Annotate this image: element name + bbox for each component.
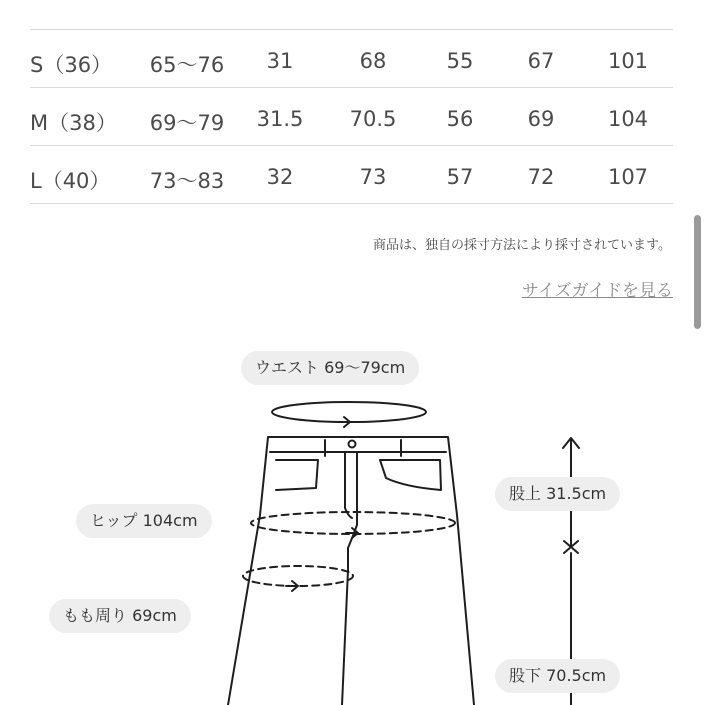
waist-arrow-icon <box>338 417 350 427</box>
table-cell: 70.5 <box>349 107 397 131</box>
table-cell: 55 <box>446 49 474 73</box>
table-cell: 72 <box>527 165 555 189</box>
size-label: M（38） <box>30 111 117 135</box>
table-cell: 67 <box>527 49 555 73</box>
table-cell: 32 <box>266 165 294 189</box>
pants-belt-loop <box>325 440 401 456</box>
hip-measure-ring <box>251 512 455 534</box>
table-cell: 69〜79 <box>149 111 225 135</box>
size-guide-link[interactable]: サイズガイドを見る <box>521 281 673 301</box>
waist-measure-ring <box>272 402 426 422</box>
table-cell: 73 <box>359 165 387 189</box>
table-cell: 73〜83 <box>149 169 225 193</box>
table-cell: 107 <box>607 165 649 189</box>
pants-left-pocket <box>276 460 318 490</box>
table-cell: 56 <box>446 107 474 131</box>
table-cell: 31.5 <box>256 107 304 131</box>
table-cell: 69 <box>527 107 555 131</box>
table-cell: 31 <box>266 49 294 73</box>
pants-fly <box>345 452 352 518</box>
pants-right-pocket <box>380 460 441 490</box>
table-cell: 57 <box>446 165 474 189</box>
thigh-label: もも周り 69cm <box>49 599 191 633</box>
pants-button <box>349 441 356 448</box>
thigh-arrow-icon <box>286 581 298 591</box>
thigh-measure-ring <box>243 566 353 586</box>
hip-label: ヒップ 104cm <box>76 504 212 538</box>
table-cell: 68 <box>359 49 387 73</box>
table-cell: 101 <box>607 49 649 73</box>
size-label: S（36） <box>30 53 113 77</box>
rise-label: 股上 31.5cm <box>495 477 620 511</box>
table-cell: 65〜76 <box>149 53 225 77</box>
waist-label: ウエスト 69〜79cm <box>241 351 419 385</box>
inseam-label: 股下 70.5cm <box>495 659 620 693</box>
pants-outline <box>228 437 474 705</box>
size-label: L（40） <box>30 169 111 193</box>
table-cell: 104 <box>607 107 649 131</box>
measurement-note: 商品は、独自の採寸方法により採寸されています。 <box>373 238 671 253</box>
